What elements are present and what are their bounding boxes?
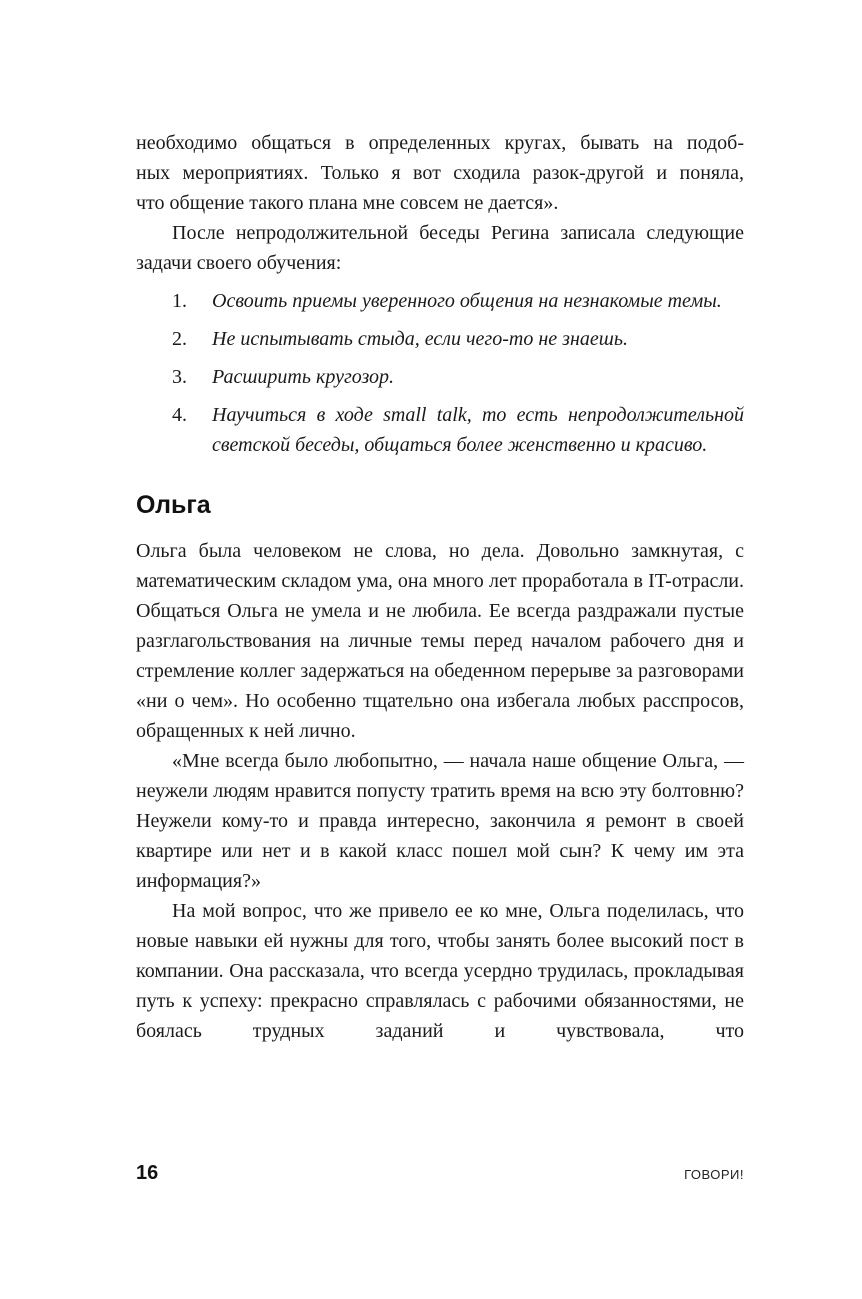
page-number: 16: [136, 1162, 159, 1184]
running-title: ГОВОРИ!: [684, 1167, 744, 1182]
page-footer: [136, 1162, 744, 1185]
paragraph-line: необходимо общаться в определенных кругах, бывать на подоб-: [136, 132, 744, 154]
list-text: Не испытывать стыда, если чего-то не знаешь.: [212, 328, 628, 350]
paragraph-line: ных мероприятиях. Только я вот сходила разок-другой и поняла,: [136, 162, 744, 184]
paragraph-continued: [136, 128, 744, 218]
list-item: [136, 400, 744, 460]
goals-list: [136, 286, 744, 460]
list-number: 1.: [172, 290, 187, 312]
list-item: [136, 324, 744, 354]
list-text: Научиться в ходе small talk, то есть непродолжительной светской беседы, общаться более женственно и красиво.: [212, 404, 744, 456]
paragraph: «Мне всегда было любопытно, — начала наше общение Ольга, — неужели людям нравится попусту тратить время на всю эту болтовню? Неужели кому-то и правда интересно, закончила я ремонт в своей квартире или нет и в какой класс пошел мой сын? К чему им эта информация?»: [136, 750, 744, 892]
list-text: Освоить приемы уверенного общения на незнакомые темы.: [212, 290, 722, 312]
list-number: 4.: [172, 404, 187, 426]
paragraph: На мой вопрос, что же привело ее ко мне, Ольга поделилась, что новые навыки ей нужны для того, чтобы занять более высокий пост в компании. Она рассказала, что всегда усердно трудилась, прокладывая путь к успеху: прекрасно справлялась с рабочими обязанностями, не боялась трудных заданий и чувствовала, что: [136, 900, 744, 1042]
list-item: [136, 286, 744, 316]
list-number: 3.: [172, 366, 187, 388]
paragraph: Ольга была человеком не слова, но дела. Довольно замкнутая, с математическим складом ума, она много лет проработала в IT-отрасли. Общаться Ольга не умела и не любила. Ее всегда раздражали пустые разглагольствования на личные темы перед началом рабочего дня и стремление коллег задержаться на обеденном перерыве за разговорами «ни о чем». Но особенно тщательно она избегала любых расспросов, обращенных к ней лично.: [136, 540, 744, 742]
section-heading: Ольга: [136, 491, 211, 519]
paragraph-line: что общение такого плана мне совсем не дается».: [136, 192, 559, 214]
page-body: [136, 128, 744, 1046]
list-text: Расширить кругозор.: [212, 366, 395, 388]
list-item: [136, 362, 744, 392]
list-number: 2.: [172, 328, 187, 350]
paragraph-intro-list: После непродолжительной беседы Регина записала следующие задачи своего обучения:: [136, 222, 744, 274]
